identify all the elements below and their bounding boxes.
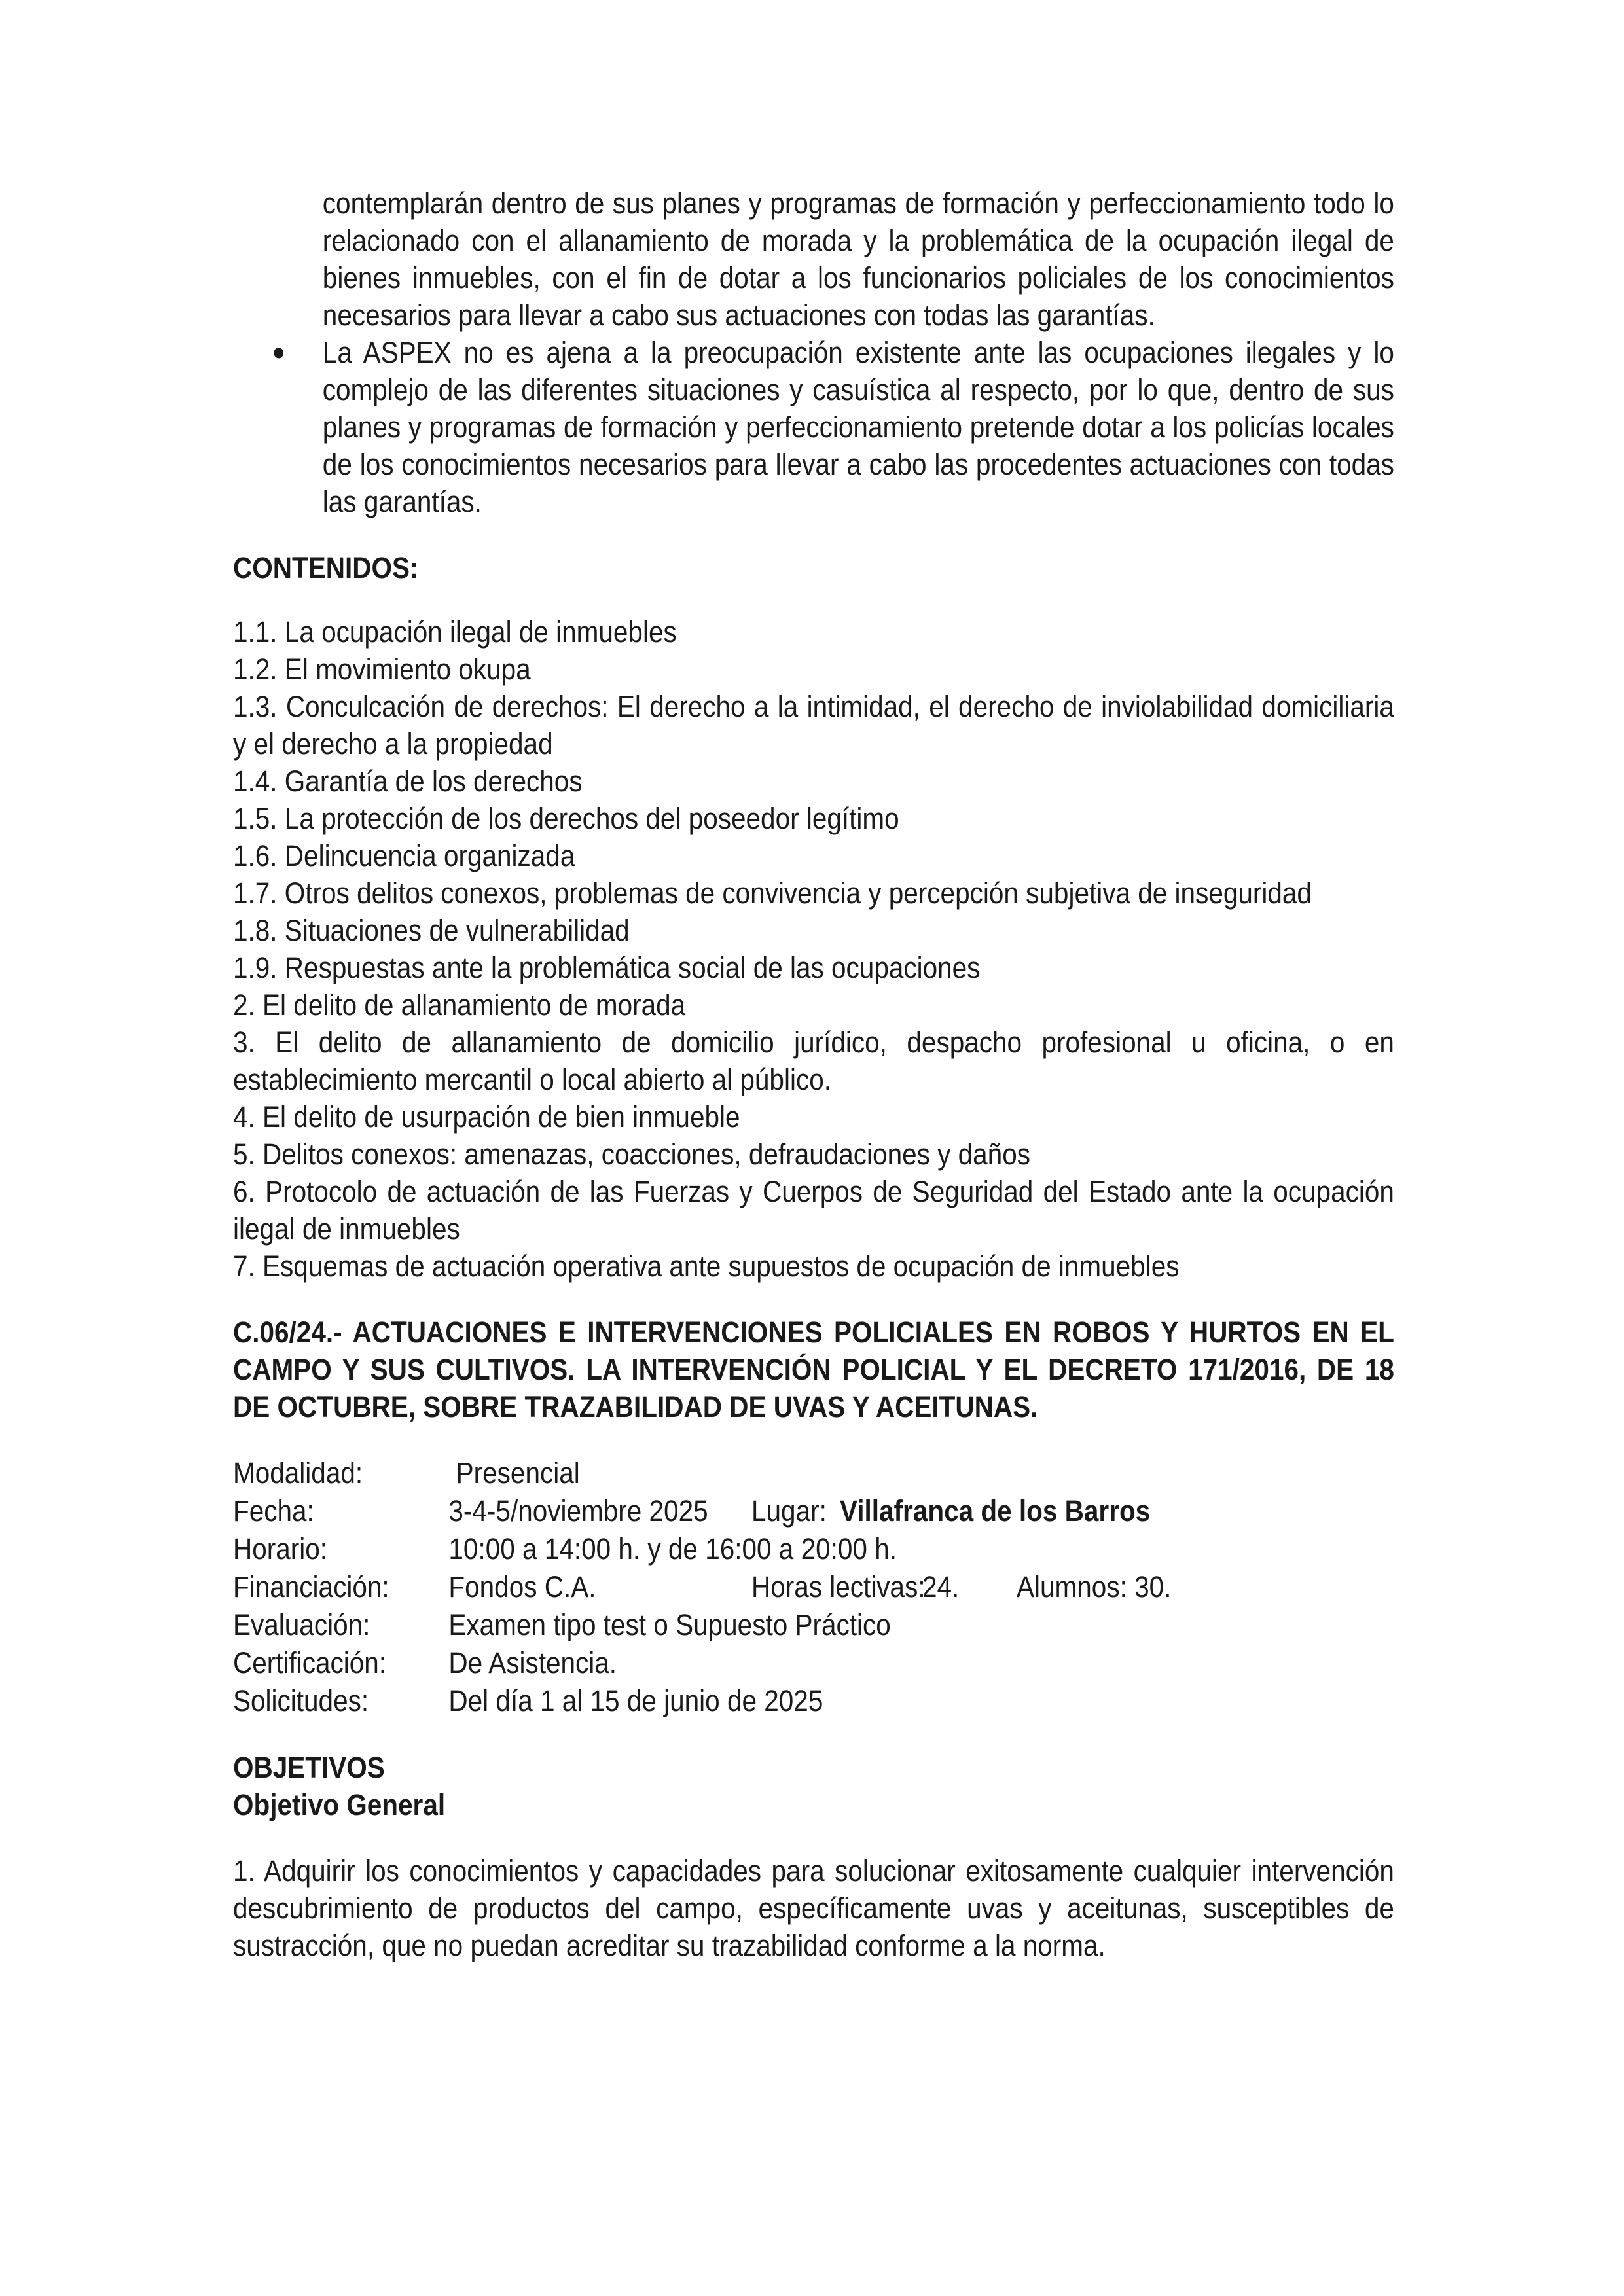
detail-label: Modalidad: <box>233 1456 363 1490</box>
bullet-dot-icon: ● <box>272 338 286 366</box>
objetivo-general-heading: Objetivo General <box>233 1788 446 1821</box>
detail-label: Horario: <box>233 1532 328 1566</box>
objetivos-heading: OBJETIVOS <box>233 1751 385 1784</box>
detail-value: Presencial <box>448 1456 580 1490</box>
detail-label: Certificación: <box>233 1646 387 1679</box>
list-item: 1.7. Otros delitos conexos, problemas de convivencia y percepción subjetiva de inseguridad <box>233 876 1312 910</box>
detail-label: Solicitudes: <box>233 1684 369 1717</box>
detail-value: 3-4-5/noviembre 2025 <box>448 1494 708 1528</box>
list-item: 3. El delito de allanamiento de domicilio jurídico, despacho profesional u oficina, o en establecimiento mercantil o local abierto al público. <box>233 1026 1394 1096</box>
detail-row-solicitudes <box>233 1682 1394 1720</box>
detail-label: Evaluación: <box>233 1608 370 1641</box>
detail-label: Horas lectivas: <box>751 1570 926 1604</box>
detail-row-horario <box>233 1530 1394 1568</box>
detail-label: Lugar: <box>751 1494 827 1528</box>
detail-label: Financiación: <box>233 1570 389 1604</box>
list-item: 1.4. Garantía de los derechos <box>233 764 583 798</box>
contenidos-heading: CONTENIDOS: <box>233 551 419 584</box>
detail-value: 10:00 a 14:00 h. y de 16:00 a 20:00 h. <box>448 1532 897 1566</box>
list-item: 1.8. Situaciones de vulnerabilidad <box>233 914 630 947</box>
bullet-item <box>272 334 1394 520</box>
detail-label: Fecha: <box>233 1494 314 1528</box>
detail-value-lugar: Villafranca de los Barros <box>840 1494 1151 1528</box>
detail-row-fecha <box>233 1492 1394 1530</box>
list-item: 1.2. El movimiento okupa <box>233 653 531 686</box>
detail-value: Fondos C.A. <box>448 1570 596 1604</box>
objetivo-1: 1. Adquirir los conocimientos y capacidades para solucionar exitosamente cualquier intervención descubrimiento de productos del campo, específicamente uvas y aceitunas, susceptibles de sustracción, que no puedan acreditar su trazabilidad conforme a la norma. <box>233 1854 1394 1962</box>
list-item: 1.1. La ocupación ilegal de inmuebles <box>233 615 677 649</box>
contenidos-list <box>233 613 1394 1285</box>
course-details <box>233 1454 1394 1720</box>
list-item: 5. Delitos conexos: amenazas, coacciones, defraudaciones y daños <box>233 1138 1030 1171</box>
intro-continuation: contemplarán dentro de sus planes y programas de formación y perfeccionamiento todo lo relacionado con el allanamiento de morada y la problemática de la ocupación ilegal de bienes inmuebles, con el fin de dotar a los funcionarios policiales de los conocimientos necesarios para llevar a cabo sus actuaciones con todas las garantías. <box>322 187 1394 332</box>
list-item: 7. Esquemas de actuación operativa ante supuestos de ocupación de inmuebles <box>233 1249 1180 1283</box>
page-content <box>233 185 1394 1964</box>
detail-value: Alumnos: 30. <box>1017 1570 1172 1604</box>
detail-value: Examen tipo test o Supuesto Práctico <box>448 1608 891 1641</box>
list-item: 2. El delito de allanamiento de morada <box>233 988 686 1022</box>
course-title: C.06/24.- ACTUACIONES E INTERVENCIONES POLICIALES EN ROBOS Y HURTOS EN EL CAMPO Y SUS CULTIVOS. LA INTERVENCIÓN POLICIAL Y EL DECRETO 171/2016, DE 18 DE OCTUBRE, SOBRE TRAZABILIDAD DE UVAS Y ACEITUNAS. <box>233 1316 1394 1424</box>
list-item: 1.6. Delincuencia organizada <box>233 839 575 872</box>
detail-row-modalidad <box>233 1454 1394 1492</box>
list-item: 4. El delito de usurpación de bien inmueble <box>233 1100 740 1134</box>
bullet-text: La ASPEX no es ajena a la preocupación existente ante las ocupaciones ilegales y lo complejo de las diferentes situaciones y casuística al respecto, por lo que, dentro de sus planes y programas de formación y perfeccionamiento pretende dotar a los policías locales de los conocimientos necesarios para llevar a cabo las procedentes actuaciones con todas las garantías. <box>322 336 1394 518</box>
list-item: 6. Protocolo de actuación de las Fuerzas y Cuerpos de Seguridad del Estado ante la ocupación ilegal de inmuebles <box>233 1175 1394 1246</box>
detail-value: De Asistencia. <box>448 1646 617 1679</box>
list-item: 1.9. Respuestas ante la problemática social de las ocupaciones <box>233 951 981 984</box>
detail-row-certificacion <box>233 1644 1394 1682</box>
detail-value: 24. <box>922 1570 960 1604</box>
list-item: 1.3. Conculcación de derechos: El derecho a la intimidad, el derecho de inviolabilidad domiciliaria y el derecho a la propiedad <box>233 690 1394 761</box>
detail-row-financiacion <box>233 1568 1394 1606</box>
list-item: 1.5. La protección de los derechos del poseedor legítimo <box>233 802 899 835</box>
detail-value: Del día 1 al 15 de junio de 2025 <box>448 1684 823 1717</box>
detail-row-evaluacion <box>233 1606 1394 1644</box>
